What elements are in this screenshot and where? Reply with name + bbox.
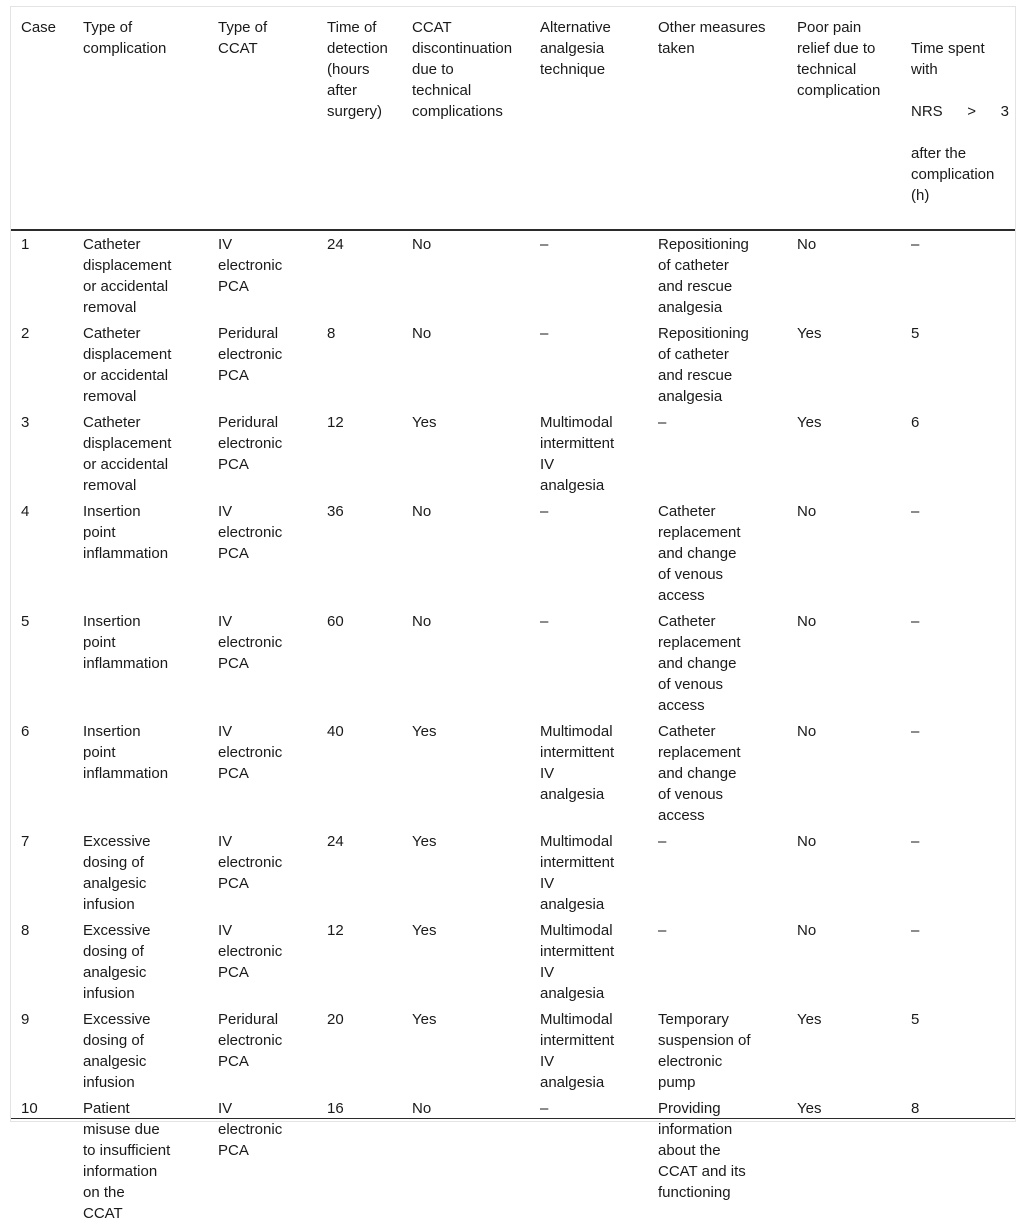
cell-measures: Repositioning of catheter and rescue analgesia bbox=[658, 236, 749, 316]
cell-discontinuation: No bbox=[412, 613, 432, 630]
header-discontinuation: CCAT discontinuation due to technical complications bbox=[412, 19, 513, 120]
cell-nrs-time: – bbox=[911, 613, 920, 630]
cell-complication: Insertion point inflammation bbox=[83, 723, 169, 782]
cell-case: 4 bbox=[21, 503, 30, 520]
table-row bbox=[11, 498, 1015, 608]
cell-complication: Excessive dosing of analgesic infusion bbox=[83, 833, 151, 913]
cell-measures: Providing information about the CCAT and its functioning bbox=[658, 1100, 746, 1201]
cell-case: 10 bbox=[21, 1100, 38, 1117]
table-row bbox=[11, 828, 1015, 917]
cell-ccat: Peridural electronic PCA bbox=[218, 1011, 283, 1070]
cell-measures: – bbox=[658, 922, 667, 939]
cell-discontinuation: No bbox=[412, 503, 432, 520]
cell-poor-relief: Yes bbox=[797, 414, 822, 431]
cell-case: 5 bbox=[21, 613, 30, 630]
cell-time: 24 bbox=[327, 833, 344, 850]
cell-case: 3 bbox=[21, 414, 30, 431]
cell-measures: Catheter replacement and change of venous access bbox=[658, 723, 741, 824]
cell-discontinuation: Yes bbox=[412, 922, 437, 939]
cell-time: 40 bbox=[327, 723, 344, 740]
cell-complication: Excessive dosing of analgesic infusion bbox=[83, 1011, 151, 1091]
cell-nrs-time: 5 bbox=[911, 325, 920, 342]
cell-ccat: Peridural electronic PCA bbox=[218, 414, 283, 473]
table-row bbox=[11, 608, 1015, 718]
cell-complication: Catheter displacement or accidental removal bbox=[83, 414, 172, 494]
cell-alternative: Multimodal intermittent IV analgesia bbox=[540, 922, 615, 1002]
cell-discontinuation: No bbox=[412, 325, 432, 342]
cell-discontinuation: Yes bbox=[412, 723, 437, 740]
cell-complication: Patient misuse due to insufficient information on the CCAT bbox=[83, 1100, 171, 1222]
cell-ccat: IV electronic PCA bbox=[218, 1100, 283, 1159]
header-alternative: Alternative analgesia technique bbox=[540, 19, 611, 78]
cell-complication: Insertion point inflammation bbox=[83, 613, 169, 672]
header-ccat: Type of CCAT bbox=[218, 19, 268, 57]
cell-nrs-time: 8 bbox=[911, 1100, 920, 1117]
cell-nrs-time: – bbox=[911, 723, 920, 740]
cell-case: 1 bbox=[21, 236, 30, 253]
header-measures: Other measures taken bbox=[658, 19, 766, 57]
cell-nrs-time: – bbox=[911, 833, 920, 850]
header-row bbox=[11, 6, 1015, 230]
cell-ccat: IV electronic PCA bbox=[218, 833, 283, 892]
cell-poor-relief: No bbox=[797, 613, 817, 630]
header-nrs-line bbox=[911, 101, 1009, 122]
table-row bbox=[11, 320, 1015, 409]
cell-alternative: Multimodal intermittent IV analgesia bbox=[540, 414, 615, 494]
cell-alternative: Multimodal intermittent IV analgesia bbox=[540, 833, 615, 913]
cell-measures: – bbox=[658, 414, 667, 431]
header-time: Time of detection (hours after surgery) bbox=[327, 19, 388, 120]
cell-poor-relief: Yes bbox=[797, 325, 822, 342]
cell-alternative: – bbox=[540, 1100, 549, 1117]
header-nrs-value: 3 bbox=[1000, 103, 1009, 120]
table-row bbox=[11, 230, 1015, 320]
table-row bbox=[11, 718, 1015, 828]
cell-time: 60 bbox=[327, 613, 344, 630]
table-row bbox=[11, 409, 1015, 498]
cell-time: 12 bbox=[327, 922, 344, 939]
table-row bbox=[11, 1006, 1015, 1095]
table-body bbox=[11, 230, 1015, 1228]
cell-time: 24 bbox=[327, 236, 344, 253]
cell-poor-relief: No bbox=[797, 723, 817, 740]
header-nrs-label: NRS bbox=[911, 103, 943, 120]
cell-poor-relief: No bbox=[797, 833, 817, 850]
cell-complication: Catheter displacement or accidental removal bbox=[83, 236, 172, 316]
cell-time: 20 bbox=[327, 1011, 344, 1028]
cell-time: 36 bbox=[327, 503, 344, 520]
header-nrs-line1: Time spent with bbox=[911, 40, 985, 78]
table-bottom-rule bbox=[11, 1118, 1015, 1119]
cell-nrs-time: 6 bbox=[911, 414, 920, 431]
cell-alternative: Multimodal intermittent IV analgesia bbox=[540, 723, 615, 803]
cell-discontinuation: Yes bbox=[412, 833, 437, 850]
cell-discontinuation: No bbox=[412, 1100, 432, 1117]
cell-complication: Insertion point inflammation bbox=[83, 503, 169, 562]
cell-nrs-time: – bbox=[911, 922, 920, 939]
table-header bbox=[11, 6, 1015, 230]
cell-poor-relief: Yes bbox=[797, 1100, 822, 1117]
header-nrs-line2: after the complication (h) bbox=[911, 145, 995, 204]
cell-poor-relief: No bbox=[797, 922, 817, 939]
cell-poor-relief: Yes bbox=[797, 1011, 822, 1028]
cell-discontinuation: Yes bbox=[412, 414, 437, 431]
cell-discontinuation: No bbox=[412, 236, 432, 253]
cell-ccat: IV electronic PCA bbox=[218, 503, 283, 562]
cell-time: 8 bbox=[327, 325, 336, 342]
cell-ccat: IV electronic PCA bbox=[218, 613, 283, 672]
cell-nrs-time: – bbox=[911, 503, 920, 520]
header-nrs-operator: > bbox=[967, 103, 977, 120]
cell-ccat: Peridural electronic PCA bbox=[218, 325, 283, 384]
header-poor-relief: Poor pain relief due to technical complication bbox=[797, 19, 881, 99]
cell-case: 9 bbox=[21, 1011, 30, 1028]
cell-complication: Catheter displacement or accidental removal bbox=[83, 325, 172, 405]
cell-alternative: – bbox=[540, 325, 549, 342]
cell-case: 8 bbox=[21, 922, 30, 939]
cell-nrs-time: 5 bbox=[911, 1011, 920, 1028]
cell-nrs-time: – bbox=[911, 236, 920, 253]
cell-case: 7 bbox=[21, 833, 30, 850]
cell-measures: Repositioning of catheter and rescue analgesia bbox=[658, 325, 749, 405]
cell-measures: Temporary suspension of electronic pump bbox=[658, 1011, 751, 1091]
cell-alternative: Multimodal intermittent IV analgesia bbox=[540, 1011, 615, 1091]
cell-time: 12 bbox=[327, 414, 344, 431]
cell-discontinuation: Yes bbox=[412, 1011, 437, 1028]
cell-time: 16 bbox=[327, 1100, 344, 1117]
header-case: Case bbox=[21, 19, 57, 36]
cell-ccat: IV electronic PCA bbox=[218, 236, 283, 295]
complications-table bbox=[11, 6, 1015, 1228]
cell-case: 2 bbox=[21, 325, 30, 342]
cell-poor-relief: No bbox=[797, 236, 817, 253]
cell-alternative: – bbox=[540, 613, 549, 630]
cell-alternative: – bbox=[540, 503, 549, 520]
cell-poor-relief: No bbox=[797, 503, 817, 520]
cell-measures: Catheter replacement and change of venous access bbox=[658, 503, 741, 604]
cell-ccat: IV electronic PCA bbox=[218, 922, 283, 981]
cell-measures: – bbox=[658, 833, 667, 850]
table-row bbox=[11, 917, 1015, 1006]
table-row bbox=[11, 1095, 1015, 1228]
cell-complication: Excessive dosing of analgesic infusion bbox=[83, 922, 151, 1002]
cell-case: 6 bbox=[21, 723, 30, 740]
cell-ccat: IV electronic PCA bbox=[218, 723, 283, 782]
cell-alternative: – bbox=[540, 236, 549, 253]
cell-measures: Catheter replacement and change of venous access bbox=[658, 613, 741, 714]
header-nrs-time bbox=[901, 6, 1015, 230]
header-complication: Type of complication bbox=[83, 19, 167, 57]
